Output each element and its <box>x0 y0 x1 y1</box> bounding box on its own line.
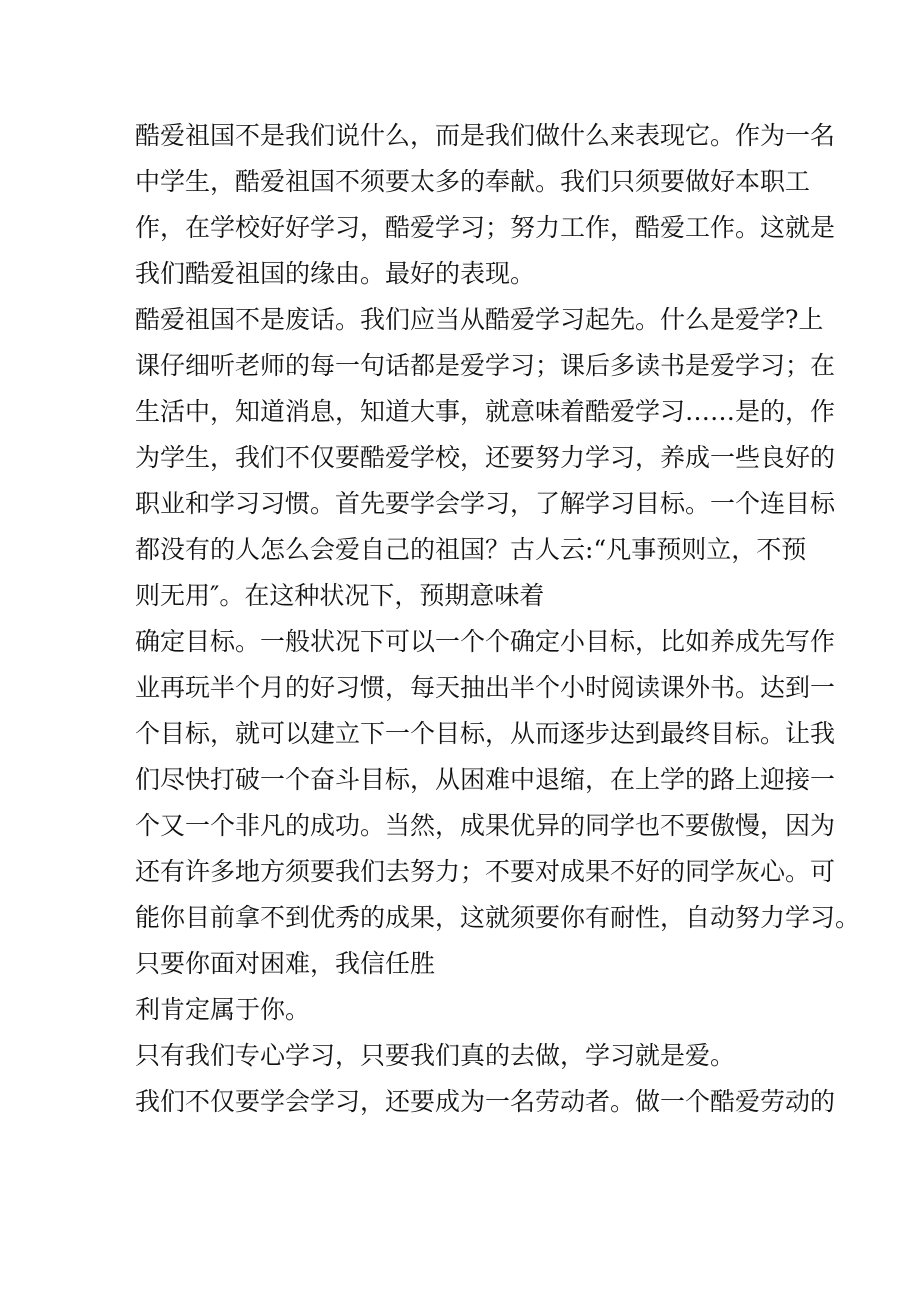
text-line-21: 只有我们专心学习，只要我们真的去做，学习就是爱。 <box>135 1041 736 1070</box>
text-line-15: 们尽快打破一个奋斗目标，从困难中退缩，在上学的路上迎接一 <box>135 765 836 794</box>
text-line-14: 个目标，就可以建立下一个目标，从而逐步达到最终目标。让我 <box>135 719 836 748</box>
text-line-7: 生活中，知道消息，知道大事，就意味着酷爱学习……是的，作 <box>135 397 836 426</box>
text-line-11: 则无用″。在这种状况下，预期意味着 <box>135 581 545 610</box>
text-line-12: 确定目标。一般状况下可以一个个确定小目标，比如养成先写作 <box>135 627 836 656</box>
body-text <box>135 113 861 1125</box>
text-line-18: 能你目前拿不到优秀的成果，这就须要你有耐性，自动努力学习。 <box>135 903 861 932</box>
text-line-9: 职业和学习习惯。首先要学会学习，了解学习目标。一个连目标 <box>135 489 836 518</box>
text-line-17: 还有许多地方须要我们去努力；不要对成果不好的同学灰心。可 <box>135 857 836 886</box>
text-line-6: 课仔细听老师的每一句话都是爱学习；课后多读书是爱学习；在 <box>135 351 836 380</box>
text-line-3: 作，在学校好好学习，酷爱学习；努力工作，酷爱工作。这就是 <box>135 213 836 242</box>
text-line-1: 酷爱祖国不是我们说什么，而是我们做什么来表现它。作为一名 <box>135 121 836 150</box>
text-line-8: 为学生，我们不仅要酷爱学校，还要努力学习，养成一些良好的 <box>135 443 836 472</box>
text-line-19: 只要你面对困难，我信任胜 <box>135 949 436 978</box>
text-line-4: 我们酷爱祖国的缘由。最好的表现。 <box>135 259 536 288</box>
text-line-2: 中学生，酷爱祖国不须要太多的奉献。我们只须要做好本职工 <box>135 167 811 196</box>
text-line-20: 利肯定属于你。 <box>135 995 311 1024</box>
text-line-10: 都没有的人怎么会爱自己的祖国？古人云:“凡事预则立，不预 <box>135 535 807 564</box>
text-line-22: 我们不仅要学会学习，还要成为一名劳动者。做一个酷爱劳动的 <box>135 1087 836 1116</box>
text-line-16: 个又一个非凡的成功。当然，成果优异的同学也不要傲慢，因为 <box>135 811 836 840</box>
text-line-13: 业再玩半个月的好习惯，每天抽出半个小时阅读课外书。达到一 <box>135 673 836 702</box>
text-line-5: 酷爱祖国不是废话。我们应当从酷爱学习起先。什么是爱学?上 <box>135 305 824 334</box>
